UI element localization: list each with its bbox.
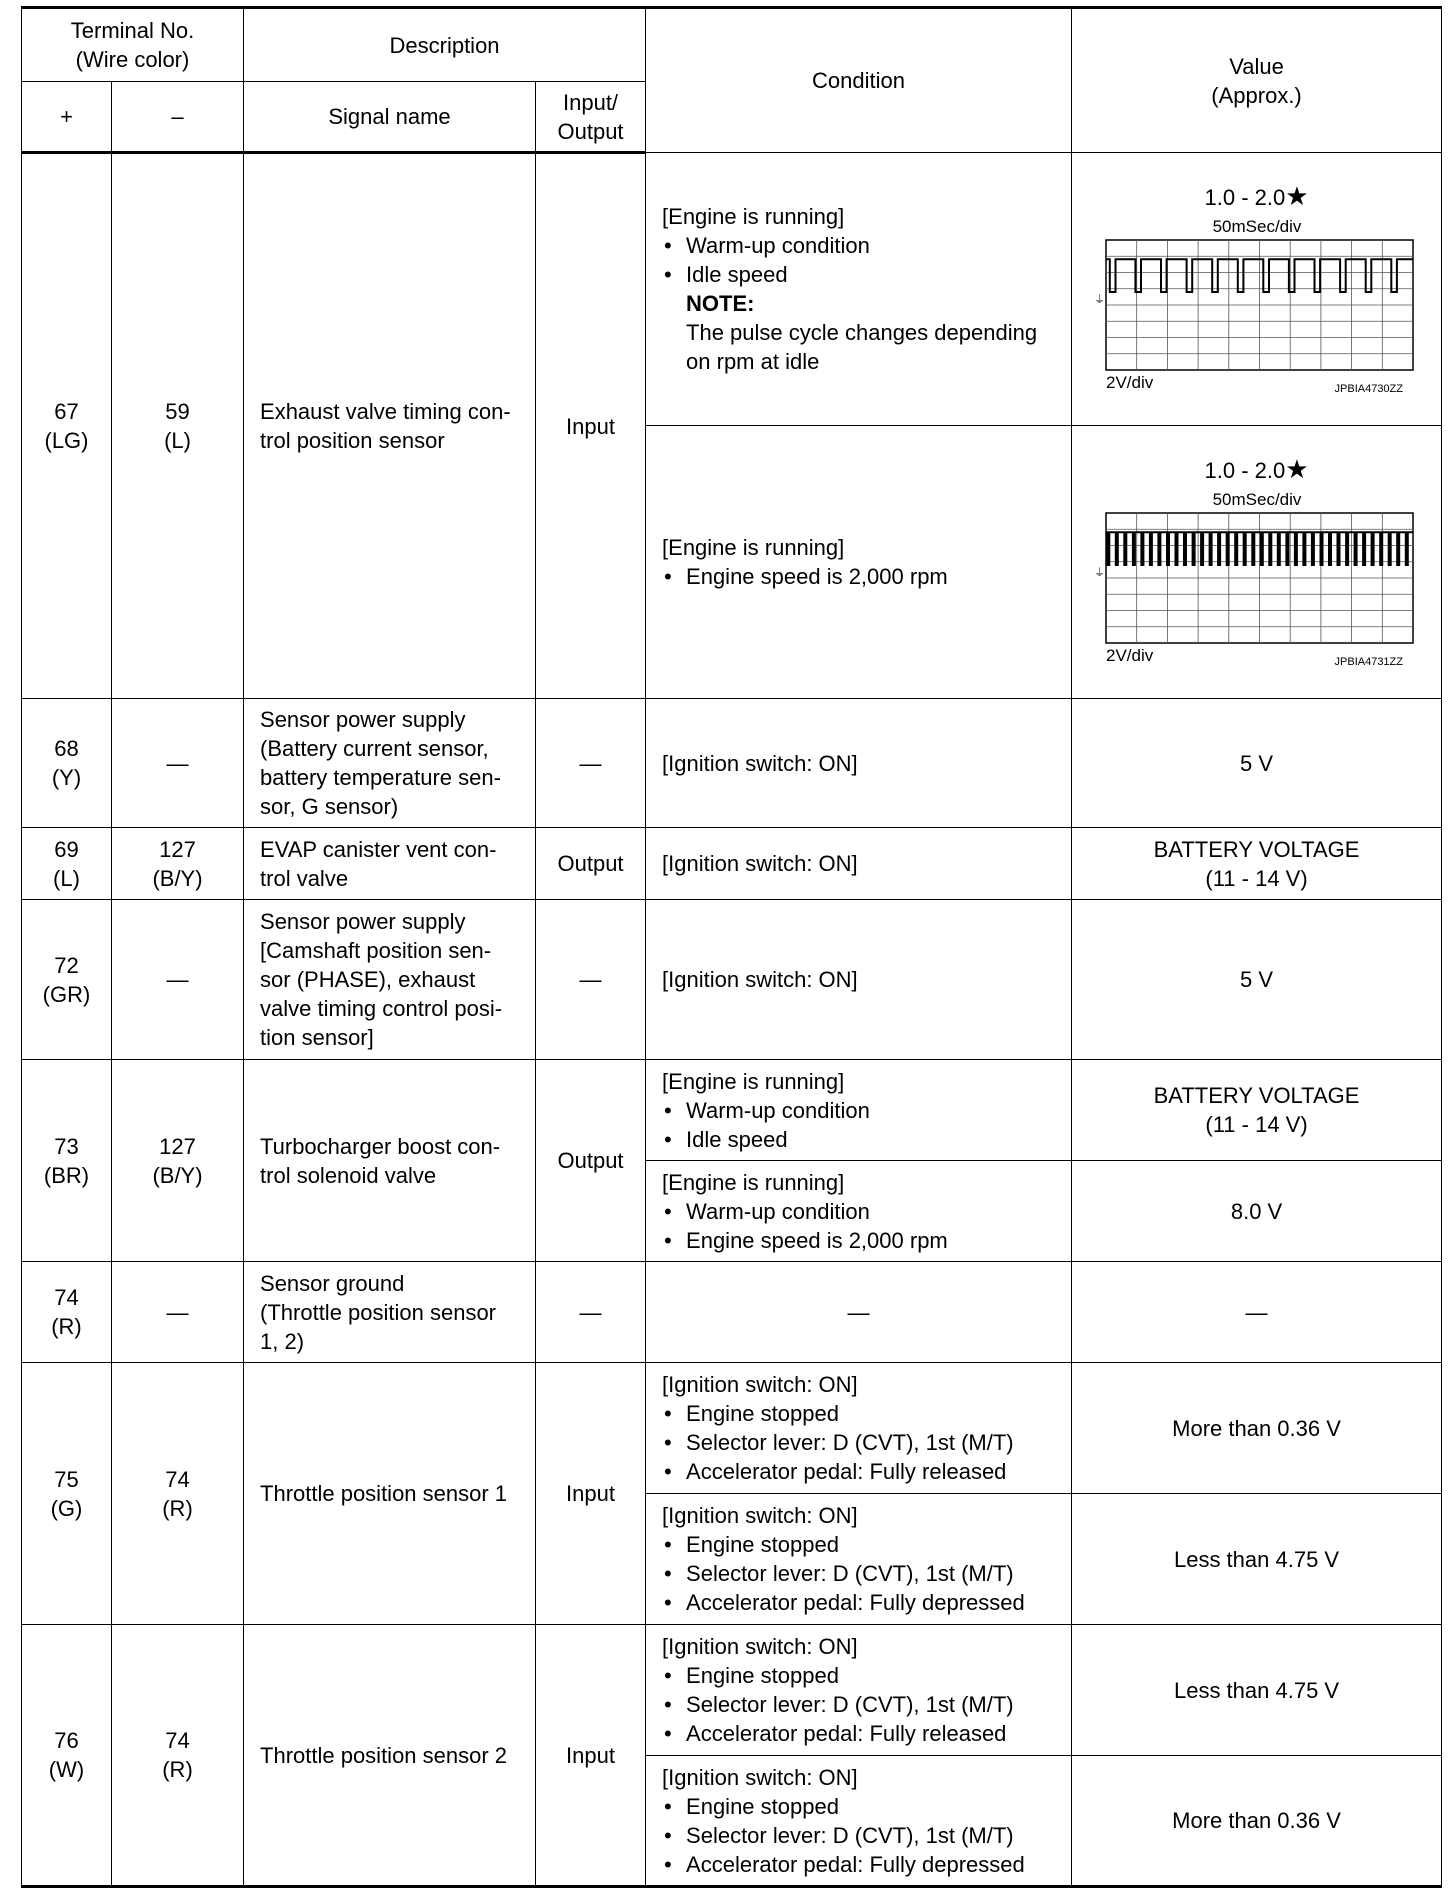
minus-terminal-number: 59 — [165, 399, 190, 424]
signal-name-cell — [244, 699, 536, 828]
timebase-label: 50mSec/div — [1212, 216, 1301, 236]
condition-cell — [646, 828, 1072, 900]
plus-terminal-cell — [22, 153, 112, 699]
signal-name-line: Throttle position sensor 2 — [260, 1742, 508, 1768]
minus-terminal-number: 127 — [159, 836, 196, 862]
signal-name-cell — [244, 1262, 536, 1363]
condition-bullet-item: • Accelerator pedal: Fully released — [662, 1457, 1063, 1486]
plus-wire-color: (Y) — [51, 765, 82, 790]
signal-name-line: Sensor power supply — [260, 707, 466, 732]
condition-line: [Engine is running] — [662, 204, 845, 229]
plus-wire-color: (G) — [50, 1495, 83, 1521]
table-row — [22, 1060, 1442, 1161]
value-line: More than 0.36 V — [1172, 1415, 1341, 1441]
condition-line: [Ignition switch: ON] — [662, 1372, 858, 1397]
ecm-terminal-table — [21, 6, 1442, 1888]
condition-line: [Engine is running] — [662, 1068, 845, 1094]
condition-line: [Engine is running] — [662, 1169, 845, 1195]
value-range — [1072, 182, 1441, 212]
value-line: (11 - 14 V) — [1205, 865, 1308, 891]
signal-name-line: EVAP canister vent con- — [260, 836, 497, 862]
voltage-scale-label: 2V/div — [1105, 645, 1153, 665]
io-cell: Input — [536, 1625, 646, 1887]
value-cell — [1072, 1363, 1442, 1494]
minus-terminal-number: — — [166, 750, 189, 776]
signal-name-cell — [244, 1060, 536, 1262]
note-label: NOTE: — [686, 291, 755, 316]
description-header: Description — [244, 8, 646, 82]
table-row — [22, 1262, 1442, 1363]
plus-wire-color: (W) — [48, 1757, 85, 1782]
io-cell: — — [536, 900, 646, 1060]
plus-terminal-number: 72 — [54, 952, 79, 978]
condition-bullet-item: • Idle speed — [662, 1125, 1063, 1154]
minus-terminal-number: 74 — [165, 1728, 190, 1753]
condition-cell — [646, 1494, 1072, 1625]
value-line: — — [1245, 1299, 1268, 1325]
plus-wire-color: (LG) — [44, 428, 89, 453]
minus-terminal-number: 74 — [165, 1466, 190, 1492]
condition-cell — [646, 153, 1072, 426]
value-line: (11 - 14 V) — [1205, 1112, 1308, 1137]
value-line: 5 V — [1240, 750, 1274, 776]
signal-name-line: (Throttle position sensor — [260, 1299, 497, 1325]
plus-terminal-number: 68 — [54, 736, 79, 761]
figure-code: JPBIA4730ZZ — [1334, 382, 1403, 395]
oscilloscope-waveform — [1092, 485, 1422, 670]
condition-line: [Ignition switch: ON] — [662, 967, 858, 992]
value-range-text: 1.0 - 2.0 — [1204, 184, 1286, 210]
signal-name-line: sor (PHASE), exhaust — [260, 967, 476, 992]
minus-wire-color: (R) — [162, 1757, 193, 1782]
condition-header: Condition — [646, 8, 1072, 153]
signal-name-line: 1, 2) — [260, 1328, 305, 1354]
signal-name-line: trol position sensor — [260, 428, 445, 453]
value-line: More than 0.36 V — [1172, 1808, 1341, 1833]
signal-name-line: Sensor ground — [260, 1270, 405, 1296]
condition-line: [Ignition switch: ON] — [662, 851, 858, 876]
condition-bullet-item: • Engine stopped — [662, 1399, 1063, 1428]
signal-name-line: Sensor power supply — [260, 909, 466, 934]
value-cell — [1072, 426, 1442, 699]
condition-bullet-item: • Accelerator pedal: Fully depressed — [662, 1588, 1063, 1617]
condition-line: [Ignition switch: ON] — [662, 1503, 858, 1528]
value-line: 8.0 V — [1230, 1198, 1283, 1224]
io-cell: — — [536, 1262, 646, 1363]
plus-wire-color: (L) — [53, 865, 80, 891]
plus-terminal-number: 67 — [54, 399, 79, 424]
io-header — [536, 82, 646, 153]
minus-terminal-number: 127 — [159, 1133, 196, 1159]
io-cell: Output — [536, 828, 646, 900]
condition-cell — [646, 1161, 1072, 1262]
io-label-output: Output — [557, 118, 624, 144]
terminal-table-container — [21, 6, 1441, 1888]
oscilloscope-waveform — [1092, 212, 1422, 397]
minus-terminal-number: — — [166, 967, 189, 992]
table-row — [22, 900, 1442, 1060]
table-row — [22, 828, 1442, 900]
minus-wire-color: (B/Y) — [152, 1162, 203, 1188]
condition-bullet-item: • Selector lever: D (CVT), 1st (M/T) — [662, 1428, 1063, 1457]
plus-terminal-cell — [22, 828, 112, 900]
signal-name-cell — [244, 153, 536, 699]
value-line: 5 V — [1240, 967, 1274, 992]
condition-bullet-item: • Accelerator pedal: Fully depressed — [662, 1850, 1063, 1879]
table-row — [22, 1363, 1442, 1494]
minus-wire-color: (B/Y) — [152, 865, 203, 891]
condition-line: [Ignition switch: ON] — [662, 1764, 858, 1790]
signal-name-header: Signal name — [244, 82, 536, 153]
plus-header: + — [22, 82, 112, 153]
ground-marker-icon: ⏚ — [1093, 293, 1105, 306]
condition-cell — [646, 1060, 1072, 1161]
star-icon: ★ — [1285, 453, 1309, 484]
condition-bullet-item: • Selector lever: D (CVT), 1st (M/T) — [662, 1690, 1063, 1719]
condition-bullet-item: • Warm-up condition — [662, 231, 1063, 260]
minus-terminal-cell — [112, 1625, 244, 1887]
signal-name-cell — [244, 828, 536, 900]
value-cell — [1072, 1161, 1442, 1262]
plus-terminal-number: 76 — [54, 1728, 79, 1753]
signal-name-line: battery temperature sen- — [260, 765, 501, 790]
terminal-no-header — [22, 8, 244, 82]
signal-name-line: Exhaust valve timing con- — [260, 399, 511, 424]
condition-bullet-item: • Warm-up condition — [662, 1197, 1063, 1226]
value-range — [1072, 455, 1441, 485]
plus-terminal-cell — [22, 900, 112, 1060]
minus-terminal-cell — [112, 153, 244, 699]
value-line: BATTERY VOLTAGE — [1153, 1083, 1360, 1108]
minus-wire-color: (L) — [164, 428, 191, 453]
table-row — [22, 153, 1442, 426]
condition-bullet-item: • Engine stopped — [662, 1661, 1063, 1690]
condition-line: The pulse cycle changes depending — [686, 320, 1038, 345]
minus-header: – — [112, 82, 244, 153]
plus-terminal-number: 74 — [54, 1285, 79, 1310]
condition-cell — [646, 1756, 1072, 1887]
signal-name-line: tion sensor] — [260, 1025, 374, 1050]
signal-name-line: [Camshaft position sen- — [260, 938, 492, 963]
signal-name-cell — [244, 1363, 536, 1625]
signal-name-line: trol valve — [260, 865, 349, 891]
signal-name-line: Turbocharger boost con- — [260, 1133, 501, 1159]
minus-terminal-cell — [112, 699, 244, 828]
condition-bullet-item: • Accelerator pedal: Fully released — [662, 1719, 1063, 1748]
condition-bullet-item: • Selector lever: D (CVT), 1st (M/T) — [662, 1559, 1063, 1588]
value-label: Value — [1229, 53, 1284, 79]
condition-cell — [646, 1262, 1072, 1363]
condition-cell — [646, 1363, 1072, 1494]
condition-line: [Ignition switch: ON] — [662, 1634, 858, 1659]
value-line: BATTERY VOLTAGE — [1153, 836, 1360, 862]
condition-bullet-item: • Engine speed is 2,000 rpm — [662, 562, 1063, 591]
approx-label: (Approx.) — [1211, 82, 1302, 108]
io-cell: — — [536, 699, 646, 828]
minus-terminal-cell — [112, 1060, 244, 1262]
value-cell — [1072, 1060, 1442, 1161]
minus-terminal-cell — [112, 1363, 244, 1625]
value-cell — [1072, 900, 1442, 1060]
table-row — [22, 1625, 1442, 1756]
plus-terminal-number: 75 — [54, 1466, 79, 1492]
value-cell — [1072, 153, 1442, 426]
ground-marker-icon: ⏚ — [1093, 566, 1105, 579]
value-cell — [1072, 828, 1442, 900]
signal-name-line: valve timing control posi- — [260, 996, 503, 1021]
value-cell — [1072, 1625, 1442, 1756]
condition-cell — [646, 699, 1072, 828]
minus-wire-color: (R) — [162, 1495, 193, 1521]
condition-bullet-item: • Engine stopped — [662, 1792, 1063, 1821]
plus-terminal-number: 73 — [54, 1133, 79, 1159]
wire-color-label: (Wire color) — [75, 47, 190, 72]
condition-line: [Engine is running] — [662, 535, 845, 560]
condition-bullet-item: • Selector lever: D (CVT), 1st (M/T) — [662, 1821, 1063, 1850]
minus-terminal-cell — [112, 900, 244, 1060]
plus-terminal-cell — [22, 1060, 112, 1262]
value-cell — [1072, 1756, 1442, 1887]
value-cell — [1072, 1262, 1442, 1363]
plus-terminal-cell — [22, 1262, 112, 1363]
minus-terminal-cell — [112, 1262, 244, 1363]
terminal-no-label: Terminal No. — [70, 18, 195, 43]
table-body — [22, 153, 1442, 1887]
plus-terminal-cell — [22, 1625, 112, 1887]
plus-terminal-cell — [22, 699, 112, 828]
condition-cell — [646, 900, 1072, 1060]
signal-name-cell — [244, 1625, 536, 1887]
io-cell: Output — [536, 1060, 646, 1262]
minus-terminal-cell — [112, 828, 244, 900]
minus-terminal-number: — — [166, 1299, 189, 1325]
plus-wire-color: (R) — [51, 1314, 82, 1339]
signal-name-line: sor, G sensor) — [260, 794, 399, 819]
value-line: Less than 4.75 V — [1173, 1677, 1340, 1703]
value-cell — [1072, 1494, 1442, 1625]
io-cell: Input — [536, 1363, 646, 1625]
signal-name-line: (Battery current sensor, — [260, 736, 489, 761]
condition-bullet-item: • Idle speed — [662, 260, 1063, 289]
condition-cell — [646, 426, 1072, 699]
timebase-label: 50mSec/div — [1212, 489, 1301, 509]
condition-line: [Ignition switch: ON] — [662, 750, 858, 776]
signal-name-cell — [244, 900, 536, 1060]
io-label-input: Input/ — [563, 89, 619, 115]
value-line: Less than 4.75 V — [1173, 1546, 1340, 1572]
value-cell — [1072, 699, 1442, 828]
plus-terminal-number: 69 — [54, 836, 79, 862]
voltage-scale-label: 2V/div — [1105, 372, 1153, 392]
star-icon: ★ — [1285, 180, 1309, 211]
plus-terminal-cell — [22, 1363, 112, 1625]
figure-code: JPBIA4731ZZ — [1334, 655, 1403, 668]
condition-bullet-item: • Warm-up condition — [662, 1096, 1063, 1125]
io-cell: Input — [536, 153, 646, 699]
condition-line: on rpm at idle — [686, 349, 820, 374]
table-row — [22, 699, 1442, 828]
condition-cell — [646, 1625, 1072, 1756]
signal-name-line: trol solenoid valve — [260, 1162, 437, 1188]
plus-wire-color: (GR) — [42, 981, 91, 1007]
condition-line: — — [847, 1299, 870, 1325]
condition-bullet-item: • Engine stopped — [662, 1530, 1063, 1559]
plus-wire-color: (BR) — [43, 1162, 90, 1188]
value-range-text: 1.0 - 2.0 — [1204, 457, 1286, 483]
signal-name-line: Throttle position sensor 1 — [260, 1481, 508, 1506]
condition-bullet-item: • Engine speed is 2,000 rpm — [662, 1226, 1063, 1255]
value-header — [1072, 8, 1442, 153]
